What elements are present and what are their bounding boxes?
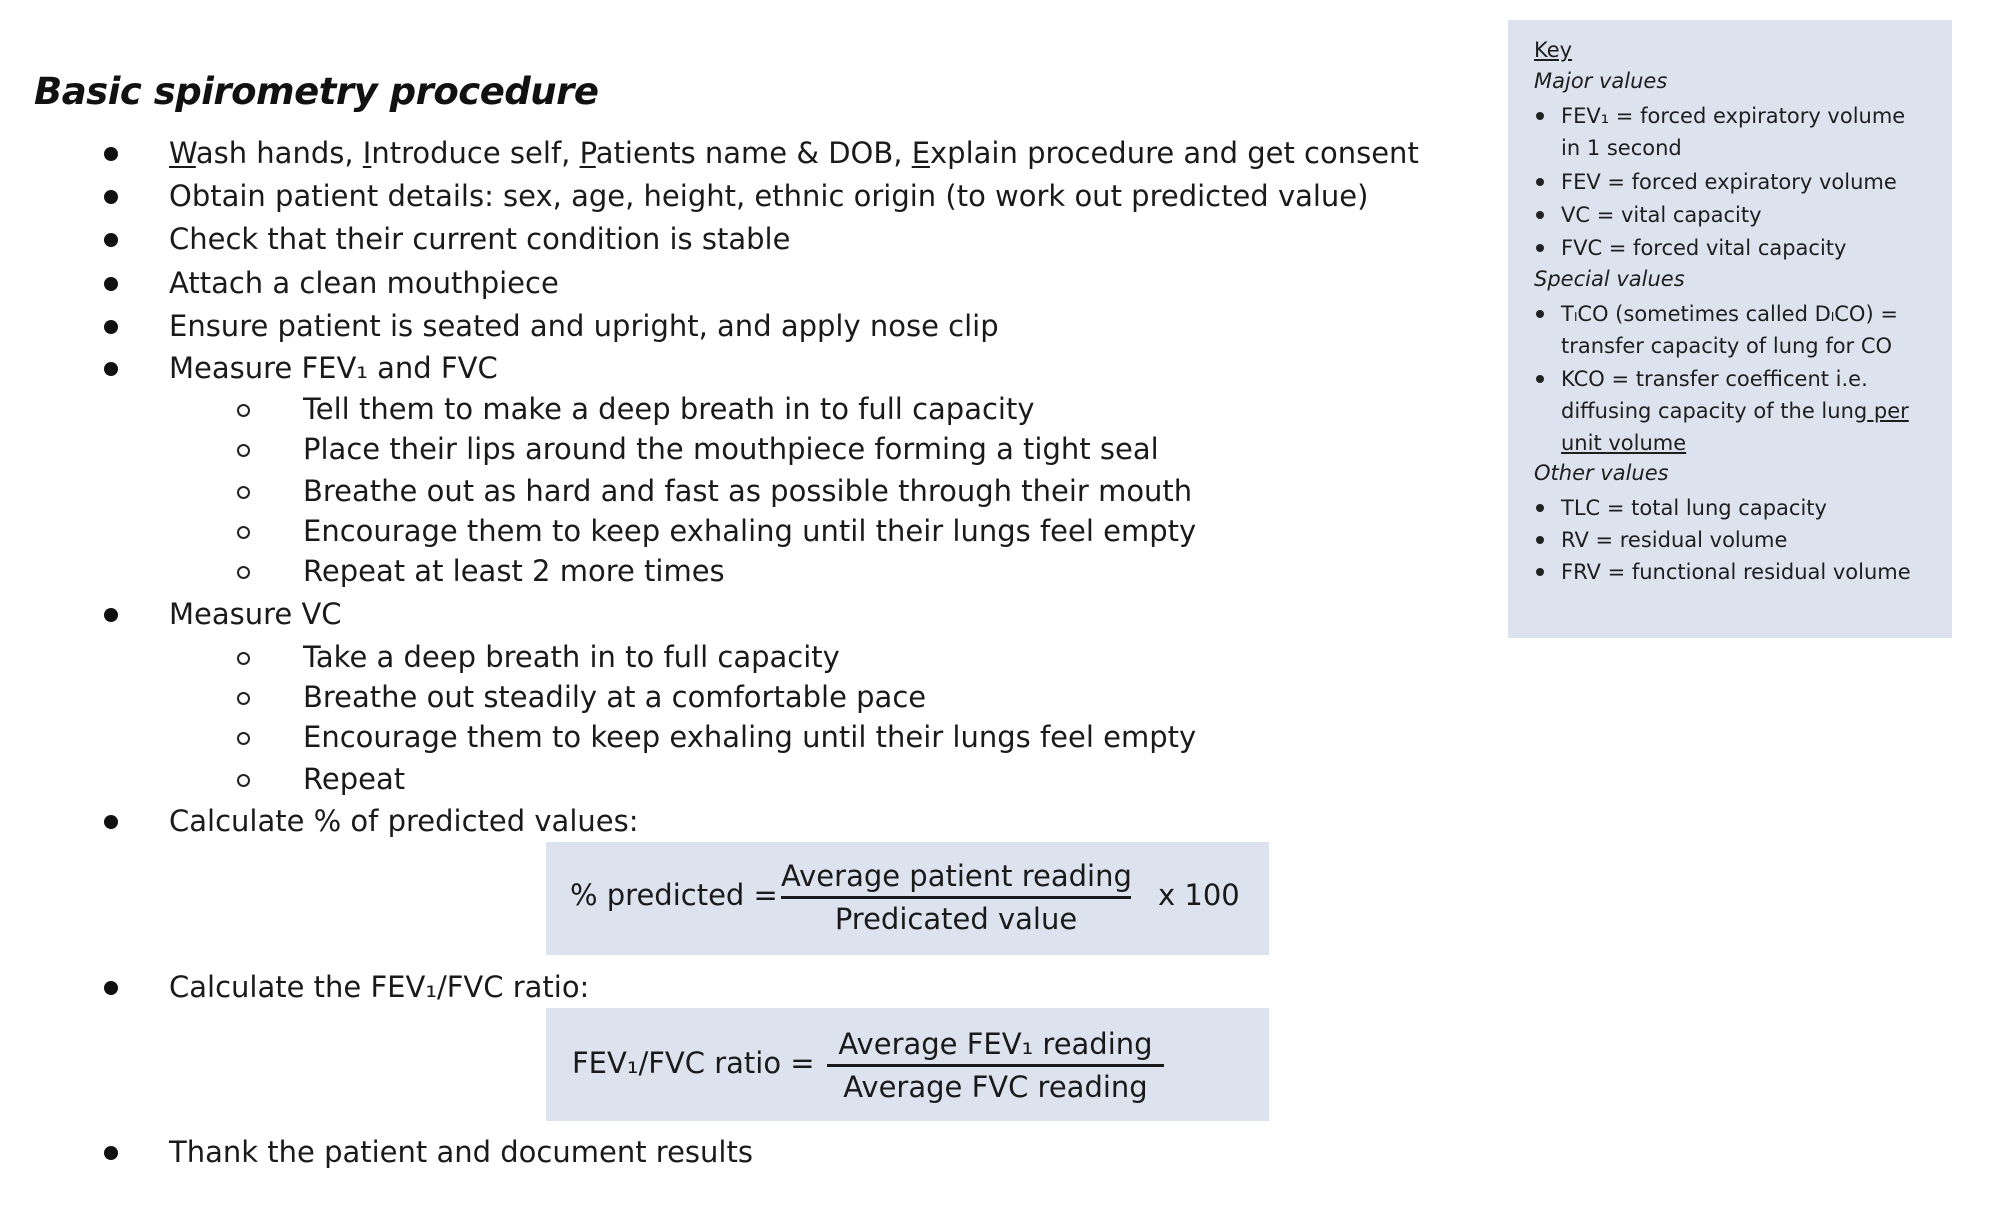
key-item-kco-cont2: unit volume <box>1561 431 1687 455</box>
acronym-letter-e: E <box>911 136 931 170</box>
bullet-icon <box>104 320 118 334</box>
key-panel <box>1508 20 1952 638</box>
sub-step-text: Encourage them to keep exhaling until their lungs feel empty <box>303 514 1197 548</box>
hollow-bullet-icon <box>237 692 250 705</box>
key-bullet-icon <box>1536 178 1544 186</box>
step-wash-part: ash hands, <box>195 136 363 170</box>
acronym-letter-p: P <box>579 136 596 170</box>
hollow-bullet-icon <box>237 566 250 579</box>
hollow-bullet-icon <box>237 652 250 665</box>
key-bullet-icon <box>1536 112 1544 120</box>
step-details-text: Obtain patient details: sex, age, height, ethnic origin (to work out predicted value) <box>169 179 1369 213</box>
hollow-bullet-icon <box>237 774 250 787</box>
key-bullet-icon <box>1536 244 1544 252</box>
step-calc-predicted-text: Calculate % of predicted values: <box>169 804 639 838</box>
predicted-multiplier: x 100 <box>1158 878 1240 912</box>
step-wash-part: atients name & DOB, <box>595 136 912 170</box>
key-item-fev1: FEV₁ = forced expiratory volume <box>1561 104 1906 128</box>
step-measure-fev-text: Measure FEV₁ and FVC <box>169 351 498 385</box>
bullet-icon <box>104 362 118 376</box>
hollow-bullet-icon <box>237 444 250 457</box>
key-bullet-icon <box>1536 536 1544 544</box>
ratio-denominator: Average FVC reading <box>843 1070 1148 1104</box>
hollow-bullet-icon <box>237 404 250 417</box>
step-seated-text: Ensure patient is seated and upright, and apply nose clip <box>169 309 999 343</box>
sub-step-text: Take a deep breath in to full capacity <box>303 640 840 674</box>
step-wash-part: xplain procedure and get consent <box>930 136 1419 170</box>
key-item-tlco-cont: transfer capacity of lung for CO <box>1561 334 1893 358</box>
bullet-icon <box>104 190 118 204</box>
key-bullet-icon <box>1536 310 1544 318</box>
key-item-kco-text: diffusing capacity of the lung <box>1561 399 1868 423</box>
sub-step-text: Breathe out steadily at a comfortable pace <box>303 680 927 714</box>
key-item-kco-cont <box>1561 395 1909 427</box>
key-item-fvc: FVC = forced vital capacity <box>1561 236 1847 260</box>
bullet-icon <box>104 1146 118 1160</box>
sub-step-text: Tell them to make a deep breath in to full capacity <box>303 392 1035 426</box>
step-wash-text <box>169 133 1419 173</box>
sub-step-text: Repeat at least 2 more times <box>303 554 725 588</box>
key-major-heading: Major values <box>1534 69 1668 93</box>
bullet-icon <box>104 981 118 995</box>
key-item-tlc: TLC = total lung capacity <box>1561 496 1827 520</box>
key-item-kco-underlined: per <box>1867 399 1909 423</box>
page-title: Basic spirometry procedure <box>34 70 599 113</box>
bullet-icon <box>104 277 118 291</box>
key-item-tlco: TₗCO (sometimes called DₗCO) = <box>1561 302 1898 326</box>
bullet-icon <box>104 147 118 161</box>
sub-step-text: Place their lips around the mouthpiece forming a tight seal <box>303 432 1159 466</box>
ratio-fraction <box>827 1024 1164 1107</box>
hollow-bullet-icon <box>237 486 250 499</box>
predicted-denominator: Predicated value <box>834 902 1078 936</box>
predicted-formula-box <box>546 842 1269 955</box>
key-bullet-icon <box>1536 504 1544 512</box>
key-item-frv: FRV = functional residual volume <box>1561 560 1911 584</box>
step-measure-vc-text: Measure VC <box>169 597 342 631</box>
bullet-icon <box>104 608 118 622</box>
key-item-rv: RV = residual volume <box>1561 528 1788 552</box>
key-bullet-icon <box>1536 375 1544 383</box>
key-item-kco: KCO = transfer coefficent i.e. <box>1561 367 1868 391</box>
key-item-fev: FEV = forced expiratory volume <box>1561 170 1897 194</box>
bullet-icon <box>104 815 118 829</box>
sub-step-text: Repeat <box>303 762 406 796</box>
key-other-heading: Other values <box>1534 461 1669 485</box>
key-item-vc: VC = vital capacity <box>1561 203 1762 227</box>
key-item-fev1-cont: in 1 second <box>1561 136 1682 160</box>
key-special-heading: Special values <box>1534 267 1685 291</box>
acronym-letter-i: I <box>362 136 372 170</box>
key-bullet-icon <box>1536 568 1544 576</box>
sub-step-text: Breathe out as hard and fast as possible through their mouth <box>303 474 1193 508</box>
predicted-formula-lhs: % predicted = <box>570 878 778 912</box>
acronym-letter-w: W <box>169 136 196 170</box>
key-heading: Key <box>1534 38 1573 62</box>
hollow-bullet-icon <box>237 732 250 745</box>
predicted-numerator: Average patient reading <box>781 859 1132 893</box>
step-mouthpiece-text: Attach a clean mouthpiece <box>169 266 559 300</box>
bullet-icon <box>104 233 118 247</box>
step-thank-text: Thank the patient and document results <box>169 1135 753 1169</box>
sub-step-text: Encourage them to keep exhaling until their lungs feel empty <box>303 720 1197 754</box>
ratio-formula-box <box>546 1008 1269 1121</box>
ratio-formula-lhs: FEV₁/FVC ratio = <box>572 1046 815 1080</box>
step-stable-text: Check that their current condition is stable <box>169 222 791 256</box>
step-calc-ratio-text: Calculate the FEV₁/FVC ratio: <box>169 970 590 1004</box>
key-bullet-icon <box>1536 211 1544 219</box>
ratio-numerator: Average FEV₁ reading <box>838 1027 1153 1061</box>
predicted-fraction <box>781 856 1131 939</box>
step-wash-part: ntroduce self, <box>371 136 580 170</box>
hollow-bullet-icon <box>237 526 250 539</box>
